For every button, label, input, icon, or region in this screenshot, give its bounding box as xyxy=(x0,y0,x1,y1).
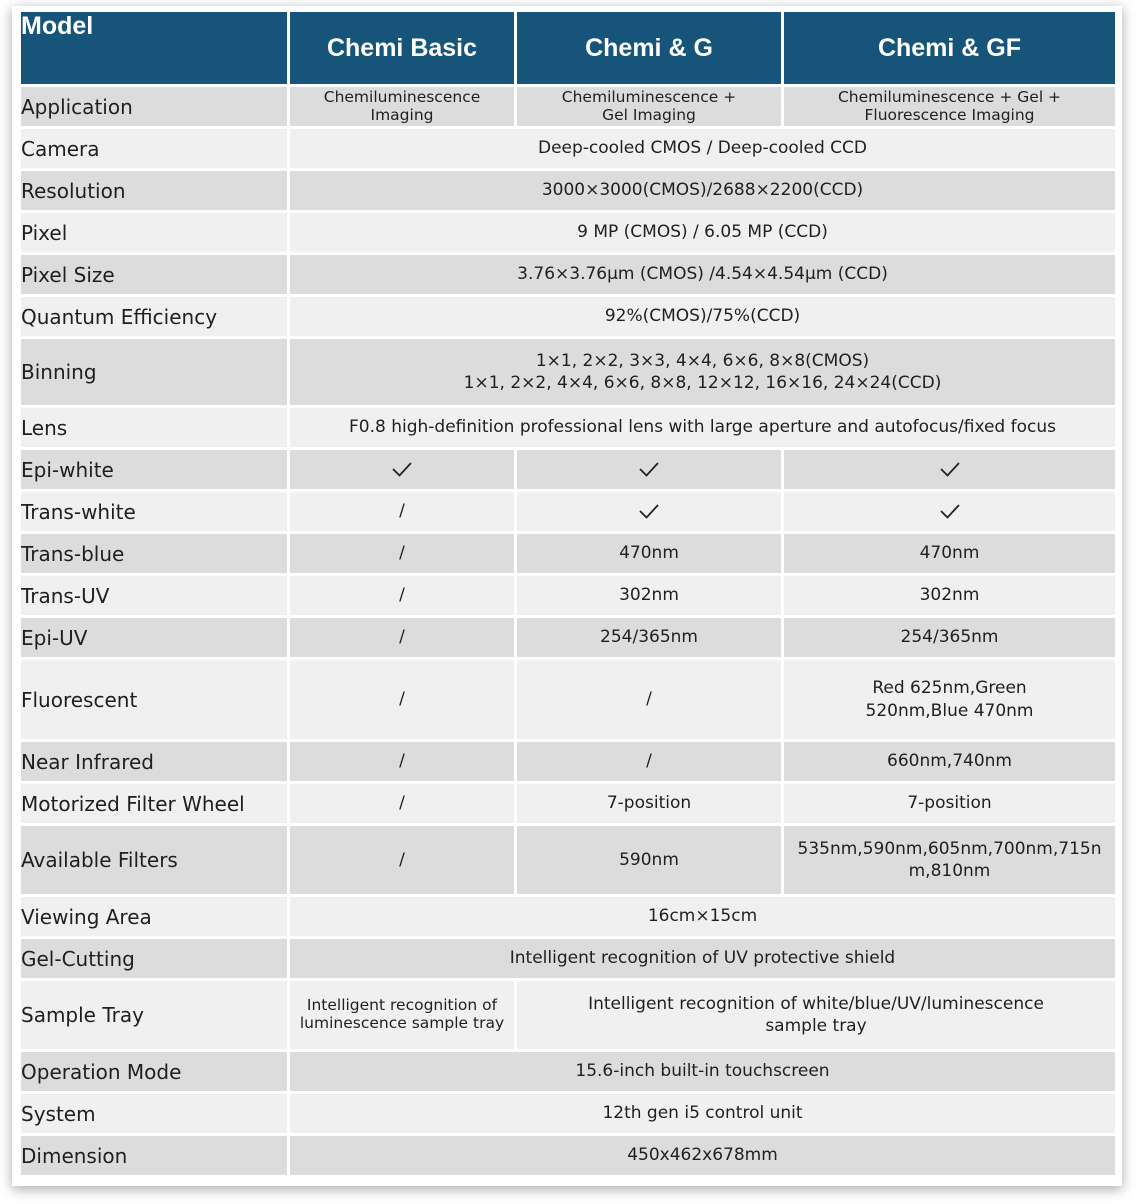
epi-uv-basic: / xyxy=(290,618,514,657)
spec-table xyxy=(18,9,1118,1178)
row-label: System xyxy=(21,1094,287,1133)
row-label: Fluorescent xyxy=(21,660,287,739)
row-pixel xyxy=(21,213,1115,252)
trans-white-basic: / xyxy=(290,492,514,531)
row-label: Pixel Size xyxy=(21,255,287,294)
row-label: Dimension xyxy=(21,1136,287,1175)
checkmark-icon xyxy=(391,458,413,480)
row-label: Trans-white xyxy=(21,492,287,531)
filter-wheel-g: 7-position xyxy=(517,784,781,823)
application-gf: Chemiluminescence + Gel + Fluorescence Imaging xyxy=(784,87,1115,126)
checkmark-icon xyxy=(939,458,961,480)
row-available-filters xyxy=(21,826,1115,894)
row-trans-blue xyxy=(21,534,1115,573)
fluorescent-gf: Red 625nm,Green 520nm,Blue 470nm xyxy=(784,660,1115,739)
row-label: Pixel xyxy=(21,213,287,252)
header-model: Model xyxy=(21,12,287,84)
row-label: Resolution xyxy=(21,171,287,210)
available-filters-g: 590nm xyxy=(517,826,781,894)
checkmark-icon xyxy=(638,500,660,522)
row-epi-white xyxy=(21,450,1115,489)
sample-tray-g-gf: Intelligent recognition of white/blue/UV/luminescence sample tray xyxy=(517,981,1115,1049)
row-camera xyxy=(21,129,1115,168)
row-label: Viewing Area xyxy=(21,897,287,936)
row-binning xyxy=(21,339,1115,405)
row-pixel-size xyxy=(21,255,1115,294)
available-filters-gf: 535nm,590nm,605nm,700nm,715n m,810nm xyxy=(784,826,1115,894)
row-trans-white xyxy=(21,492,1115,531)
header-row xyxy=(21,12,1115,84)
trans-blue-basic: / xyxy=(290,534,514,573)
epi-white-gf xyxy=(784,450,1115,489)
row-resolution xyxy=(21,171,1115,210)
pixel-value: 9 MP (CMOS) / 6.05 MP (CCD) xyxy=(290,213,1115,252)
operation-mode-value: 15.6-inch built-in touchscreen xyxy=(290,1052,1115,1091)
gel-cutting-value: Intelligent recognition of UV protective shield xyxy=(290,939,1115,978)
row-label: Quantum Efficiency xyxy=(21,297,287,336)
row-label: Gel-Cutting xyxy=(21,939,287,978)
row-fluorescent xyxy=(21,660,1115,739)
row-viewing-area xyxy=(21,897,1115,936)
row-label: Near Infrared xyxy=(21,742,287,781)
row-quantum-efficiency xyxy=(21,297,1115,336)
row-sample-tray xyxy=(21,981,1115,1049)
fluorescent-g: / xyxy=(517,660,781,739)
row-motorized-filter-wheel xyxy=(21,784,1115,823)
row-label: Application xyxy=(21,87,287,126)
binning-cmos: 1×1, 2×2, 3×3, 4×4, 6×6, 8×8(CMOS) xyxy=(535,350,870,371)
trans-white-g xyxy=(517,492,781,531)
trans-uv-basic: / xyxy=(290,576,514,615)
lens-value: F0.8 high-definition professional lens with large aperture and autofocus/fixed focus xyxy=(290,408,1115,447)
row-label: Camera xyxy=(21,129,287,168)
fluorescent-basic: / xyxy=(290,660,514,739)
row-label: Trans-blue xyxy=(21,534,287,573)
binning-value xyxy=(290,339,1115,405)
camera-value: Deep-cooled CMOS / Deep-cooled CCD xyxy=(290,129,1115,168)
epi-uv-g: 254/365nm xyxy=(517,618,781,657)
trans-white-gf xyxy=(784,492,1115,531)
epi-uv-gf: 254/365nm xyxy=(784,618,1115,657)
pixel-size-value: 3.76×3.76μm (CMOS) /4.54×4.54μm (CCD) xyxy=(290,255,1115,294)
filter-wheel-gf: 7-position xyxy=(784,784,1115,823)
trans-uv-g: 302nm xyxy=(517,576,781,615)
near-infrared-g: / xyxy=(517,742,781,781)
row-label: Sample Tray xyxy=(21,981,287,1049)
header-chemi-gf: Chemi & GF xyxy=(784,12,1115,84)
row-label: Operation Mode xyxy=(21,1052,287,1091)
viewing-area-value: 16cm×15cm xyxy=(290,897,1115,936)
row-label: Motorized Filter Wheel xyxy=(21,784,287,823)
trans-blue-g: 470nm xyxy=(517,534,781,573)
row-trans-uv xyxy=(21,576,1115,615)
row-application xyxy=(21,87,1115,126)
header-chemi-g: Chemi & G xyxy=(517,12,781,84)
row-near-infrared xyxy=(21,742,1115,781)
row-gel-cutting xyxy=(21,939,1115,978)
epi-white-basic xyxy=(290,450,514,489)
row-label: Binning xyxy=(21,339,287,405)
system-value: 12th gen i5 control unit xyxy=(290,1094,1115,1133)
available-filters-basic: / xyxy=(290,826,514,894)
row-operation-mode xyxy=(21,1052,1115,1091)
near-infrared-basic: / xyxy=(290,742,514,781)
filter-wheel-basic: / xyxy=(290,784,514,823)
dimension-value: 450x462x678mm xyxy=(290,1136,1115,1175)
near-infrared-gf: 660nm,740nm xyxy=(784,742,1115,781)
application-g: Chemiluminescence + Gel Imaging xyxy=(517,87,781,126)
row-dimension xyxy=(21,1136,1115,1175)
checkmark-icon xyxy=(939,500,961,522)
epi-white-g xyxy=(517,450,781,489)
sample-tray-basic: Intelligent recognition of luminescence sample tray xyxy=(290,981,514,1049)
application-basic: Chemiluminescence Imaging xyxy=(290,87,514,126)
binning-ccd: 1×1, 2×2, 4×4, 6×6, 8×8, 12×12, 16×16, 24×24(CCD) xyxy=(463,373,942,393)
row-label: Epi-white xyxy=(21,450,287,489)
row-label: Trans-UV xyxy=(21,576,287,615)
spec-card xyxy=(12,6,1122,1186)
row-system xyxy=(21,1094,1115,1133)
row-label: Epi-UV xyxy=(21,618,287,657)
row-label: Lens xyxy=(21,408,287,447)
trans-uv-gf: 302nm xyxy=(784,576,1115,615)
header-chemi-basic: Chemi Basic xyxy=(290,12,514,84)
quantum-efficiency-value: 92%(CMOS)/75%(CCD) xyxy=(290,297,1115,336)
row-label: Available Filters xyxy=(21,826,287,894)
trans-blue-gf: 470nm xyxy=(784,534,1115,573)
resolution-value: 3000×3000(CMOS)/2688×2200(CCD) xyxy=(290,171,1115,210)
row-epi-uv xyxy=(21,618,1115,657)
checkmark-icon xyxy=(638,458,660,480)
row-lens xyxy=(21,408,1115,447)
